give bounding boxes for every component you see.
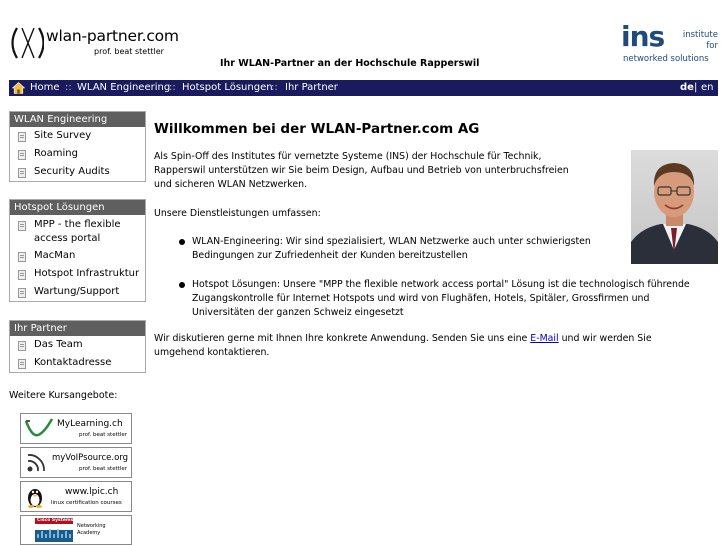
lang-separator: | [694,82,698,93]
lang-en[interactable]: en [701,82,714,93]
sidebar-item-roaming[interactable]: Roaming [10,145,145,163]
nav-separator: :: [169,82,176,93]
sidebar-item-kontaktadresse[interactable]: Kontaktadresse [10,354,145,372]
document-icon [18,270,26,280]
document-icon [18,252,26,262]
cisco-logo: Cisco Systems [35,518,73,542]
sidebar-header-wlan: WLAN Engineering [10,112,145,127]
nav-wlan-engineering[interactable]: WLAN Engineering [77,82,171,93]
cisco-bridge-icon [35,526,73,542]
sidebar-item-security-audits[interactable]: Security Audits [10,163,145,181]
service-wlan-engineering: WLAN-Engineering: Wir sind spezialisiert, WLAN Netzwerke auch unter schwierigsten Bedingungen zur Zufriedenheit der Kunden bereitzustellen [192,236,591,262]
badge-cisco-academy[interactable] [20,515,132,545]
logo-name: wlan-partner.com [46,27,179,45]
badge-mylearning[interactable] [20,413,132,444]
document-icon [18,150,26,160]
intro-paragraph: Als Spin-Off des Institutes für vernetzte Systeme (INS) der Hochschule für Technik, Rapperswil unterstützen wir Sie beim Design, Aufbau und Betrieb von unterbruchsfreien und sicheren WLAN Netzwerken. [154,151,569,191]
logo-parentheses-icon [8,26,44,60]
document-icon [18,221,26,231]
home-icon[interactable] [12,82,25,94]
sidebar-item-wartung-support[interactable]: Wartung/Support [10,283,145,301]
page-title: Willkommen bei der WLAN-Partner.com AG [154,121,480,137]
site-slogan: Ihr WLAN-Partner an der Hochschule Rapperswil [220,58,480,69]
person-portrait-icon [631,150,718,264]
document-icon [18,168,26,178]
badge-lpic[interactable] [20,481,132,512]
ins-letters: ins [621,20,665,53]
nav-hotspot-loesungen[interactable]: Hotspot Lösungen [182,82,273,93]
closing-paragraph: Wir diskutieren gerne mit Ihnen Ihre konkrete Anwendung. Senden Sie uns eine E-Mail und wir werden Sie umgehend kontaktieren. [154,333,652,359]
sidebar-item-site-survey[interactable]: Site Survey [10,127,145,145]
document-icon [18,359,26,369]
services-label: Unsere Dienstleistungen umfassen: [154,208,321,219]
badge-subtitle: linux certification courses [51,500,122,506]
bullet-dot [179,239,185,245]
sidebar-box-hotspot [9,199,146,302]
badge-title: www.lpic.ch [65,487,119,497]
main-navigation [9,80,718,96]
site-logo[interactable] [8,26,179,60]
nav-home[interactable]: Home [30,82,60,93]
more-courses-label: Weitere Kursangebote: [9,390,118,401]
document-icon [18,288,26,298]
ins-line-3: networked solutions [623,54,709,64]
badge-subtitle: Networking Academy [77,523,106,536]
sidebar-header-hotspot: Hotspot Lösungen [10,200,145,215]
badge-myvoipsource[interactable] [20,447,132,478]
sidebar-box-partner [9,320,146,373]
nav-separator: :: [65,82,72,93]
ins-line-2: for [706,41,718,51]
document-icon [18,341,26,351]
sidebar-item-hotspot-infrastruktur[interactable]: Hotspot Infrastruktur [10,265,145,283]
ins-line-1: institute [682,30,718,40]
voip-waves-icon [25,452,49,474]
logo-subtitle: prof. beat stettler [94,47,164,56]
sidebar-header-partner: Ihr Partner [10,321,145,336]
badge-subtitle: prof. beat stettler [79,432,128,438]
document-icon [18,132,26,142]
bullet-dot [179,282,185,288]
sidebar-item-das-team[interactable]: Das Team [10,336,145,354]
nav-ihr-partner[interactable]: Ihr Partner [285,82,338,93]
mylearning-swoosh-icon [24,417,54,439]
nav-separator: :: [271,82,278,93]
sidebar-item-macman[interactable]: MacMan [10,247,145,265]
ins-logo[interactable] [621,22,718,66]
badge-title: myVoIPsource.org [52,453,129,463]
service-hotspot-loesungen: Hotspot Lösungen: Unsere "MPP the flexible network access portal" Lösung ist die technologisch führende Zugangskontrolle für Internet Hotspots und wird von Flughäfen, Hotels, Spitäler, Grossfirmen und Universitäten der ganzen Schweiz eingesetzt [192,279,690,319]
sidebar-item-mpp[interactable]: MPP - the flexible access portal [10,215,145,247]
email-link[interactable]: E-Mail [530,333,559,344]
lang-de[interactable]: de [680,82,694,93]
badge-title: MyLearning.ch [57,419,123,429]
badge-subtitle: prof. beat stettler [79,466,128,472]
sidebar-box-wlan [9,111,146,182]
portrait-photo [631,150,718,264]
tux-penguin-icon [25,485,45,508]
